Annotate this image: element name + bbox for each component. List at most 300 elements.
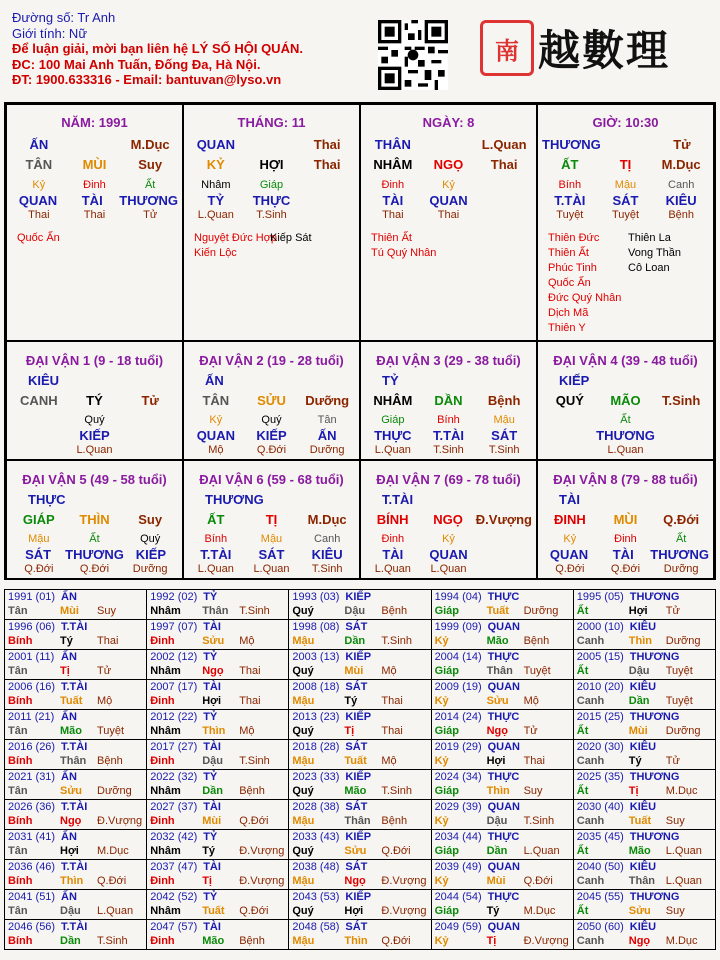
pillar-stem-branch bbox=[365, 157, 532, 172]
year-stem: Mậu bbox=[292, 755, 315, 767]
dai-van-hidden-stems-item bbox=[476, 533, 532, 545]
year-life-stage: Q.Đới bbox=[523, 875, 553, 887]
dai-van-stem-branch-item: Tử bbox=[141, 393, 159, 408]
year-god: KIÊU bbox=[629, 681, 657, 693]
year-label: 2050 (60) bbox=[576, 921, 624, 933]
pillar-life-stage-item: Bệnh bbox=[668, 209, 695, 221]
year-cell-content bbox=[289, 830, 430, 859]
dai-van-life-stage-item bbox=[11, 444, 67, 456]
year-label: 1998 (08) bbox=[292, 621, 340, 633]
year-stem: Nhâm bbox=[150, 845, 181, 857]
pillar-stars-left bbox=[371, 231, 436, 261]
year-label: 1996 (06) bbox=[8, 621, 56, 633]
pillar-stem-branch-item: KỶ bbox=[206, 157, 225, 172]
dai-van-god: ẤN bbox=[205, 373, 224, 388]
pillar-top-row-item bbox=[244, 137, 300, 152]
dai-van-hidden-stems-item: Ất bbox=[675, 533, 687, 545]
star-item: Thiên Y bbox=[548, 322, 586, 334]
year-cell-content bbox=[289, 770, 430, 799]
year-label: 2024 (34) bbox=[434, 771, 482, 783]
year-god: TÀI bbox=[203, 621, 221, 633]
year-cell bbox=[431, 710, 573, 740]
year-cell-content bbox=[147, 590, 288, 619]
year-life-stage: Bệnh bbox=[381, 605, 408, 617]
dai-van-life-stage bbox=[11, 563, 178, 575]
year-god: T.TÀI bbox=[61, 801, 88, 813]
pillar-gods bbox=[542, 193, 709, 208]
year-branch: Dần bbox=[60, 935, 81, 947]
year-god: TÀI bbox=[203, 741, 221, 753]
pillar-top-row bbox=[365, 137, 532, 152]
year-cell-content bbox=[5, 890, 146, 919]
pillar-hidden-stems-item: Mậu bbox=[614, 179, 637, 191]
year-label: 2032 (42) bbox=[150, 831, 198, 843]
year-cell bbox=[573, 860, 715, 890]
year-life-stage: Tử bbox=[523, 725, 538, 737]
year-god: THƯƠNG bbox=[629, 771, 680, 783]
dai-van-life-stage-item: Dưỡng bbox=[132, 563, 168, 575]
year-cell bbox=[5, 680, 147, 710]
year-life-stage: Bệnh bbox=[381, 815, 408, 827]
year-god: THƯƠNG bbox=[629, 831, 680, 843]
dai-van-title: ĐẠI VẬN 3 (29 - 38 tuổi) bbox=[376, 353, 521, 368]
year-label: 2006 (16) bbox=[8, 681, 56, 693]
year-cell-content bbox=[5, 710, 146, 739]
dai-van-gods-item bbox=[11, 428, 67, 443]
dai-van-gods bbox=[11, 428, 178, 443]
dai-van-god: THỰC bbox=[28, 492, 66, 507]
dai-van-life-stage bbox=[542, 444, 709, 456]
dai-van-gods-item: TÀI bbox=[382, 547, 404, 562]
dai-van-hidden-stems-item: Quý bbox=[261, 414, 282, 426]
year-cell bbox=[431, 860, 573, 890]
year-label: 2012 (22) bbox=[150, 711, 198, 723]
year-stem: Canh bbox=[576, 815, 605, 827]
year-branch: Tý bbox=[344, 695, 358, 707]
pillar-hidden-stems-item: Kỷ bbox=[442, 179, 455, 191]
year-life-stage: Tử bbox=[665, 605, 680, 617]
year-god: THỰC bbox=[487, 891, 520, 903]
dai-van-hidden-stems bbox=[542, 414, 709, 426]
dai-van-stem-branch bbox=[188, 512, 355, 527]
year-cell-content bbox=[289, 890, 430, 919]
table-row bbox=[5, 890, 716, 920]
dai-van-hidden-stems bbox=[11, 533, 178, 545]
year-stem: Canh bbox=[576, 875, 605, 887]
year-stem: Quý bbox=[292, 905, 314, 917]
dai-van-hidden-stems bbox=[365, 414, 532, 426]
table-row bbox=[5, 800, 716, 830]
year-branch: Hợi bbox=[344, 905, 364, 917]
year-life-stage: L.Quan bbox=[665, 875, 702, 887]
pillar-hidden-stems-item: Đinh bbox=[83, 179, 106, 191]
dai-van-stem-branch-item: MÃO bbox=[610, 393, 641, 408]
year-label: 1997 (07) bbox=[150, 621, 198, 633]
dai-van-god: KIẾP bbox=[559, 373, 590, 388]
year-cell bbox=[289, 890, 431, 920]
year-branch: Dần bbox=[486, 845, 508, 857]
year-label: 2026 (36) bbox=[8, 801, 56, 813]
dai-van-title: ĐẠI VẬN 4 (39 - 48 tuổi) bbox=[553, 353, 698, 368]
dai-van-gods-item: T.TÀI bbox=[200, 547, 232, 562]
dai-van-life-stage-item: Q.Đới bbox=[256, 444, 287, 456]
pillar-stem-branch-item: HỢI bbox=[259, 157, 284, 172]
year-stem: Canh bbox=[576, 635, 605, 647]
year-branch: Tị bbox=[628, 785, 639, 797]
dai-van-gods-item bbox=[476, 547, 532, 562]
year-god: T.TÀI bbox=[61, 621, 88, 633]
year-cell-content bbox=[574, 920, 715, 949]
year-cell bbox=[147, 770, 289, 800]
chart-name: Đường số: Tr Anh bbox=[12, 10, 116, 25]
year-cell bbox=[431, 800, 573, 830]
chart-grid bbox=[4, 102, 716, 580]
year-label: 2044 (54) bbox=[434, 891, 482, 903]
dai-van-god: TỶ bbox=[382, 373, 399, 388]
dai-van-life-stage-item: T.Sinh bbox=[433, 444, 464, 456]
year-branch: Thân bbox=[628, 875, 656, 887]
pillar-stem-branch-item: NGỌ bbox=[433, 157, 464, 172]
year-branch: Hợi bbox=[60, 845, 79, 857]
year-god: ẤN bbox=[61, 591, 77, 603]
year-cell bbox=[573, 680, 715, 710]
star-item: Phúc Tinh bbox=[548, 262, 597, 274]
pillar-stars-left bbox=[194, 231, 277, 261]
year-label: 2030 (40) bbox=[576, 801, 624, 813]
year-branch: Mão bbox=[486, 635, 509, 647]
year-life-stage: Bệnh bbox=[523, 635, 550, 647]
table-row bbox=[5, 620, 716, 650]
year-god: KIẾP bbox=[345, 891, 372, 903]
pillar-hidden-stems bbox=[188, 179, 355, 191]
year-branch: Sửu bbox=[202, 635, 225, 647]
year-god: QUAN bbox=[487, 741, 520, 753]
seal-logo: 南 bbox=[480, 20, 534, 76]
dai-van-title: ĐẠI VẬN 6 (59 - 68 tuổi) bbox=[199, 472, 344, 487]
dai-van-gods-item: QUAN bbox=[549, 547, 589, 562]
year-life-stage: Tử bbox=[97, 665, 112, 677]
pillar-title: NĂM: 1991 bbox=[61, 115, 128, 130]
year-cell bbox=[431, 890, 573, 920]
dai-van-title: ĐẠI VẬN 2 (19 - 28 tuổi) bbox=[199, 353, 344, 368]
pillar-gods-item: TỶ bbox=[207, 193, 225, 208]
year-stem: Bính bbox=[8, 695, 33, 707]
year-god: T.TÀI bbox=[61, 861, 88, 873]
year-cell bbox=[289, 830, 431, 860]
pillar-top-row bbox=[188, 137, 355, 152]
year-label: 1991 (01) bbox=[8, 591, 56, 603]
year-life-stage: M.Dục bbox=[523, 905, 556, 917]
pillar-stem-branch bbox=[542, 157, 709, 172]
year-label: 2045 (55) bbox=[576, 891, 624, 903]
pillar-stem-branch-item: Suy bbox=[138, 157, 163, 172]
year-cell-content bbox=[5, 650, 146, 679]
year-stem: Quý bbox=[292, 605, 314, 617]
year-life-stage: Bệnh bbox=[97, 755, 123, 767]
year-label: 2013 (23) bbox=[292, 711, 340, 723]
year-cell bbox=[289, 620, 431, 650]
year-life-stage: Suy bbox=[523, 785, 543, 797]
year-god: TỶ bbox=[203, 651, 218, 663]
pillar-life-stage bbox=[542, 209, 709, 221]
year-branch: Ngọ bbox=[202, 665, 224, 677]
year-label: 2021 (31) bbox=[8, 771, 56, 783]
year-cell bbox=[5, 770, 147, 800]
year-life-stage: Đ.Vượng bbox=[381, 875, 427, 887]
qr-code-icon[interactable] bbox=[378, 20, 448, 90]
year-label: 2027 (37) bbox=[150, 801, 198, 813]
dai-van-hidden-stems-item: Ất bbox=[620, 414, 631, 426]
year-stem: Quý bbox=[292, 785, 314, 797]
pillar-gods-item: KIÊU bbox=[665, 193, 697, 208]
year-life-stage: Mộ bbox=[381, 665, 397, 677]
pillar-top-row-item bbox=[601, 137, 655, 152]
year-branch: Tuất bbox=[60, 695, 83, 707]
pillar-hidden-stems-item: Giáp bbox=[259, 179, 284, 191]
year-branch: Dần bbox=[344, 635, 366, 647]
year-label: 2036 (46) bbox=[8, 861, 56, 873]
dai-van-life-stage-item: Dưỡng bbox=[663, 563, 699, 575]
year-god: THƯƠNG bbox=[629, 711, 680, 723]
year-life-stage: T.Sinh bbox=[381, 635, 412, 647]
pillar-month bbox=[183, 104, 360, 341]
year-cell bbox=[147, 590, 289, 620]
year-god: THỰC bbox=[487, 771, 520, 783]
year-branch: Thân bbox=[60, 755, 87, 767]
pillar-hidden-stems-item: Bính bbox=[558, 179, 582, 191]
year-stem: Kỷ bbox=[434, 935, 449, 947]
star-item: Thiên Ất bbox=[371, 232, 412, 244]
year-cell bbox=[289, 860, 431, 890]
pillar-hidden-stems bbox=[11, 179, 178, 191]
year-cell-content bbox=[5, 860, 146, 889]
year-life-stage: Tuyệt bbox=[523, 665, 551, 677]
year-branch: Sửu bbox=[344, 845, 367, 857]
year-branch: Ngọ bbox=[60, 815, 82, 827]
year-life-stage: Suy bbox=[665, 815, 685, 827]
year-cell-content bbox=[432, 860, 573, 889]
pillar-gods-item: THƯƠNG bbox=[119, 193, 178, 208]
year-god: THỰC bbox=[487, 831, 520, 843]
year-stem: Kỷ bbox=[434, 635, 449, 647]
year-branch: Ngọ bbox=[628, 935, 651, 947]
dai-van-gods-item: THƯƠNG bbox=[596, 428, 655, 443]
year-branch: Dậu bbox=[486, 815, 508, 827]
pillar-stem-branch-item: ẤT bbox=[561, 157, 579, 172]
year-cell-content bbox=[5, 740, 146, 769]
year-stem: Kỷ bbox=[434, 755, 449, 767]
pillar-top-row-item: QUAN bbox=[196, 137, 235, 152]
year-branch: Tý bbox=[628, 755, 642, 767]
dai-van-hidden-stems bbox=[365, 533, 532, 545]
phone-email-line: ĐT: 1900.633316 - Email: bantuvan@lyso.vn bbox=[12, 72, 282, 87]
dai-van-stem-branch-item: M.Dục bbox=[307, 512, 347, 527]
year-label: 2031 (41) bbox=[8, 831, 56, 843]
year-stem: Đinh bbox=[150, 695, 175, 707]
year-stem: Giáp bbox=[434, 905, 460, 917]
star-item: Thiên Đức bbox=[548, 232, 600, 244]
year-cell-content bbox=[147, 860, 288, 889]
pillar-gods-item: QUAN bbox=[18, 193, 58, 208]
year-cell bbox=[573, 650, 715, 680]
year-branch: Thìn bbox=[486, 785, 510, 797]
year-branch: Thân bbox=[486, 665, 513, 677]
year-stem: Quý bbox=[292, 725, 314, 737]
year-stem: Canh bbox=[576, 935, 605, 947]
star-item: Kiếp Sát bbox=[270, 232, 312, 244]
year-life-stage: Dưỡng bbox=[665, 725, 701, 737]
year-cell-content bbox=[432, 890, 573, 919]
dai-van-life-stage-item: Q.Đới bbox=[555, 563, 585, 575]
year-stem: Đinh bbox=[150, 755, 175, 767]
dai-van-life-stage-item: L.Quan bbox=[607, 444, 644, 456]
dai-van-stem-branch bbox=[365, 393, 532, 408]
dai-van-hidden-stems bbox=[542, 533, 709, 545]
dai-van-life-stage-item: L.Quan bbox=[374, 563, 411, 575]
dai-van-stem-branch-item: GIÁP bbox=[22, 512, 55, 527]
year-stem: Tân bbox=[8, 665, 28, 677]
year-cell bbox=[5, 890, 147, 920]
year-life-stage: Suy bbox=[665, 905, 685, 917]
pillar-top-row-item bbox=[421, 137, 477, 152]
year-god: SÁT bbox=[345, 921, 368, 933]
year-god: ẤN bbox=[61, 771, 77, 783]
year-label: 2040 (50) bbox=[576, 861, 624, 873]
pillar-hidden-stems-item bbox=[476, 179, 532, 191]
year-cell-content bbox=[432, 650, 573, 679]
year-label: 1995 (05) bbox=[576, 591, 624, 603]
year-branch: Mão bbox=[628, 845, 651, 857]
year-branch: Thìn bbox=[60, 875, 84, 887]
year-branch: Mão bbox=[202, 935, 225, 947]
year-cell bbox=[289, 740, 431, 770]
year-branch: Ngọ bbox=[344, 875, 366, 887]
dai-van-life-stage-item: L.Quan bbox=[430, 563, 467, 575]
year-life-stage: Đ.Vượng bbox=[523, 935, 569, 947]
year-label: 2007 (17) bbox=[150, 681, 198, 693]
year-cell bbox=[289, 650, 431, 680]
dai-van-hidden-stems-item: Bính bbox=[204, 533, 228, 545]
dai-van-gods bbox=[542, 547, 709, 562]
pillar-life-stage bbox=[365, 209, 532, 221]
year-life-stage: T.Sinh bbox=[97, 935, 128, 947]
pillar-year bbox=[6, 104, 183, 341]
year-cell-content bbox=[574, 800, 715, 829]
year-cell bbox=[431, 680, 573, 710]
year-cell bbox=[5, 800, 147, 830]
table-row bbox=[5, 710, 716, 740]
pillar-title: NGÀY: 8 bbox=[422, 115, 475, 130]
year-god: TÀI bbox=[203, 681, 221, 693]
dai-van-life-stage-item: Dưỡng bbox=[309, 444, 345, 456]
year-cell-content bbox=[432, 920, 573, 949]
pillar-stem-branch-item: Thai bbox=[313, 157, 341, 172]
year-life-stage: Thai bbox=[523, 755, 545, 767]
year-branch: Tuất bbox=[202, 905, 225, 917]
year-label: 2023 (33) bbox=[292, 771, 340, 783]
year-branch: Mùi bbox=[202, 815, 222, 827]
year-stem: Kỷ bbox=[434, 815, 449, 827]
year-life-stage: Dưỡng bbox=[665, 635, 701, 647]
year-label: 2047 (57) bbox=[150, 921, 198, 933]
dai-van-stem-branch bbox=[542, 393, 709, 408]
year-cell bbox=[573, 800, 715, 830]
year-branch: Mùi bbox=[486, 875, 506, 887]
year-cell bbox=[147, 740, 289, 770]
year-cell bbox=[573, 920, 715, 950]
table-row bbox=[5, 650, 716, 680]
dai-van-hidden-stems-item: Đinh bbox=[614, 533, 637, 545]
dai-van-life-stage-item: T.Sinh bbox=[311, 563, 343, 575]
year-cell bbox=[431, 740, 573, 770]
year-cell-content bbox=[289, 710, 430, 739]
year-label: 2011 (21) bbox=[8, 711, 55, 723]
dai-van-hidden-stems-item bbox=[542, 414, 598, 426]
year-life-stage: M.Dục bbox=[665, 785, 698, 797]
dai-van-stem-branch-item: TỊ bbox=[265, 512, 278, 527]
pillar-gods-item: QUAN bbox=[429, 193, 468, 208]
pillar-life-stage bbox=[11, 209, 178, 221]
pillar-life-stage-item: Tử bbox=[143, 209, 158, 221]
pillar-life-stage-item bbox=[299, 209, 355, 221]
pillar-stem-branch-item: Thai bbox=[490, 157, 518, 172]
pillar-life-stage-item: Thai bbox=[83, 209, 106, 221]
year-cell-content bbox=[432, 590, 573, 619]
year-cell-content bbox=[147, 890, 288, 919]
dai-van-stem-branch bbox=[188, 393, 355, 408]
year-life-stage: Bệnh bbox=[239, 935, 265, 947]
year-god: ẤN bbox=[61, 891, 77, 903]
dai-van-hidden-stems-item: Kỷ bbox=[563, 533, 577, 545]
year-branch: Tý bbox=[486, 905, 500, 917]
year-life-stage: Q.Đới bbox=[381, 845, 411, 857]
dai-van-title: ĐẠI VẬN 1 (9 - 18 tuổi) bbox=[25, 353, 164, 368]
pillar-top-row-item bbox=[67, 137, 123, 152]
dai-van-gods-item: T.TÀI bbox=[432, 428, 465, 443]
year-life-stage: Thai bbox=[381, 695, 403, 707]
dai-van-life-stage-item: L.Quan bbox=[76, 444, 113, 456]
year-branch: Tị bbox=[486, 935, 497, 947]
year-label: 2018 (28) bbox=[292, 741, 340, 753]
year-stem: Kỷ bbox=[434, 875, 449, 887]
year-cell-content bbox=[432, 800, 573, 829]
pillar-gods-item: TÀI bbox=[382, 193, 404, 208]
year-cell bbox=[147, 620, 289, 650]
year-god: TÀI bbox=[203, 921, 221, 933]
year-life-stage: Q.Đới bbox=[239, 905, 269, 917]
dai-van-stem-branch bbox=[11, 512, 178, 527]
pillar-top-row-item: THÂN bbox=[374, 137, 411, 152]
year-life-stage: Mộ bbox=[239, 635, 255, 647]
year-branch: Dậu bbox=[202, 755, 223, 767]
pillar-life-stage-item: Tuyệt bbox=[556, 209, 584, 221]
year-branch: Hợi bbox=[202, 695, 222, 707]
year-cell-content bbox=[289, 920, 430, 949]
year-cell-content bbox=[289, 680, 430, 709]
year-stem: Nhâm bbox=[150, 785, 181, 797]
pillar-hidden-stems-item bbox=[299, 179, 355, 191]
year-cell-content bbox=[147, 650, 288, 679]
year-stem: Bính bbox=[8, 635, 33, 647]
year-label: 2043 (53) bbox=[292, 891, 340, 903]
year-cell bbox=[573, 890, 715, 920]
year-label: 2020 (30) bbox=[576, 741, 624, 753]
year-branch: Hợi bbox=[486, 755, 506, 767]
star-item: Cô Loan bbox=[628, 262, 670, 274]
dai-van-hidden-stems bbox=[188, 414, 355, 426]
pillar-life-stage-item bbox=[476, 209, 532, 221]
year-stem: Nhâm bbox=[150, 665, 181, 677]
